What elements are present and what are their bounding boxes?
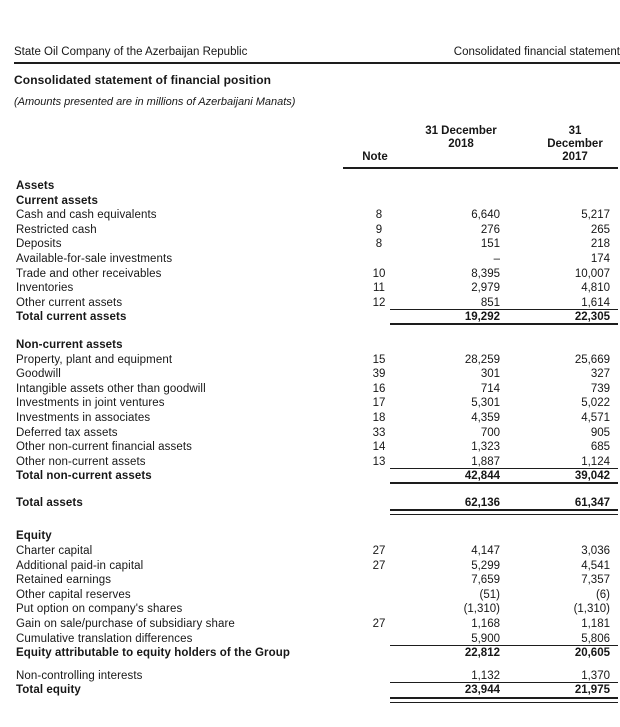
- row-label: Trade and other receivables: [16, 267, 162, 280]
- table-row: [0, 396, 610, 411]
- amounts-note: (Amounts presented are in millions of Azerbaijani Manats): [14, 96, 296, 108]
- row-value-2018: 62,136: [464, 496, 500, 509]
- row-value-2017: 21,975: [574, 684, 610, 697]
- table-row: [0, 382, 610, 397]
- row-label: Cumulative translation differences: [16, 632, 193, 645]
- row-note: 8: [375, 238, 383, 251]
- row-value-2017: [500, 338, 610, 353]
- row-label: Available-for-sale investments: [16, 252, 173, 265]
- row-value-2018: 5,299: [471, 559, 500, 572]
- table-row: [0, 310, 610, 325]
- row-value-2017: 39,042: [574, 470, 610, 483]
- row-value-2018: 151: [480, 238, 500, 251]
- row-label: Other current assets: [16, 296, 123, 309]
- row-label: Total non-current assets: [16, 470, 152, 483]
- row-note: 16: [372, 382, 386, 395]
- row-value-2018: [408, 529, 500, 544]
- row-value-2017: 1,614: [581, 296, 610, 309]
- row-value-2018: 1,323: [471, 441, 500, 454]
- row-value-2017: 685: [590, 441, 610, 454]
- row-label: Total assets: [16, 496, 83, 509]
- row-value-2017: 5,217: [581, 209, 610, 222]
- row-note: 9: [375, 223, 383, 236]
- row-note: [350, 646, 408, 661]
- column-header-2018-line2: 2018: [448, 138, 474, 150]
- row-value-2018: 276: [480, 223, 500, 236]
- row-value-2018: –: [493, 252, 500, 265]
- row-value-2018: 42,844: [464, 470, 500, 483]
- table-rule-double: [390, 697, 618, 703]
- row-label: Additional paid-in capital: [16, 559, 144, 572]
- row-label: Intangible assets other than goodwill: [16, 382, 206, 395]
- row-note: 14: [372, 441, 386, 454]
- table-row: [0, 426, 610, 441]
- row-value-2017: 5,806: [581, 632, 610, 645]
- row-value-2018: 4,359: [471, 411, 500, 424]
- row-value-2018: 1,887: [471, 455, 500, 468]
- row-value-2017: 10,007: [574, 267, 610, 280]
- row-value-2018: 7,659: [471, 574, 500, 587]
- row-value-2018: 6,640: [471, 209, 500, 222]
- row-value-2017: 20,605: [574, 647, 610, 660]
- row-note: 12: [372, 296, 386, 309]
- row-value-2017: (6): [595, 588, 610, 601]
- row-value-2018: 851: [480, 296, 500, 309]
- row-value-2017: 7,357: [581, 574, 610, 587]
- row-note: [350, 338, 408, 353]
- row-note: [350, 194, 408, 209]
- row-value-2018: 8,395: [471, 267, 500, 280]
- row-label: Equity attributable to equity holders of the Group: [16, 647, 290, 660]
- column-header-spacer: [16, 125, 350, 164]
- row-value-2018: 4,147: [471, 545, 500, 558]
- row-value-2018: 28,259: [464, 353, 500, 366]
- row-value-2017: 1,370: [581, 669, 610, 682]
- row-value-2018: 301: [480, 368, 500, 381]
- table-row: [0, 367, 610, 382]
- table-rule-double: [390, 509, 618, 515]
- row-value-2018: 1,168: [471, 618, 500, 631]
- row-value-2017: 25,669: [574, 353, 610, 366]
- row-label: Non-controlling interests: [16, 669, 143, 682]
- row-value-2017: 3,036: [581, 545, 610, 558]
- row-value-2018: 19,292: [464, 311, 500, 324]
- row-value-2017: 5,022: [581, 397, 610, 410]
- row-label: Deferred tax assets: [16, 426, 118, 439]
- row-value-2018: 1,132: [471, 669, 500, 682]
- row-note: [350, 573, 408, 588]
- table-row: [0, 411, 610, 426]
- table-row: [0, 338, 610, 353]
- row-label: Inventories: [16, 282, 74, 295]
- row-label: Deposits: [16, 238, 62, 251]
- table-rule-single: [390, 323, 618, 325]
- row-label: Non-current assets: [16, 338, 123, 351]
- table-row: [0, 455, 610, 470]
- row-value-2017: 61,347: [574, 496, 610, 509]
- row-note: [350, 683, 408, 698]
- row-label: Assets: [16, 180, 55, 192]
- row-value-2018: 700: [480, 426, 500, 439]
- column-header-2018-line1: 31 December: [425, 125, 497, 137]
- row-label: Investments in associates: [16, 411, 151, 424]
- document-type-label: Consolidated financial statement: [453, 46, 620, 58]
- row-value-2018: 23,944: [464, 684, 500, 697]
- table-header-rule: [343, 167, 618, 169]
- row-label: Total equity: [16, 684, 81, 697]
- row-label: Put option on company's shares: [16, 603, 183, 616]
- row-label: Retained earnings: [16, 574, 112, 587]
- table-row: [0, 632, 610, 647]
- row-value-2018: 5,900: [471, 632, 500, 645]
- row-value-2018: 714: [480, 382, 500, 395]
- table-row: [0, 267, 610, 282]
- table-row: [0, 646, 610, 661]
- column-header-2017-line1: 31 December: [547, 125, 603, 150]
- row-value-2018: 5,301: [471, 397, 500, 410]
- row-value-2018: (1,310): [463, 603, 500, 616]
- table-row: [0, 237, 610, 252]
- row-label: Other non-current assets: [16, 455, 146, 468]
- table-row: [0, 669, 610, 684]
- row-value-2017: (1,310): [573, 603, 610, 616]
- table-column-headers: [16, 125, 610, 164]
- column-header-note: Note: [362, 151, 388, 163]
- row-label: Total current assets: [16, 311, 127, 324]
- table-row: [0, 223, 610, 238]
- table-row: [0, 573, 610, 588]
- row-value-2018: [408, 179, 500, 194]
- row-note: 27: [372, 559, 386, 572]
- row-value-2018: (51): [479, 588, 500, 601]
- row-note: 18: [372, 411, 386, 424]
- table-rule-single: [390, 482, 618, 484]
- row-note: [350, 252, 408, 267]
- row-value-2018: [408, 338, 500, 353]
- row-note: [350, 602, 408, 617]
- row-value-2017: 1,181: [581, 618, 610, 631]
- table-row: [0, 469, 610, 484]
- row-value-2017: 1,124: [581, 455, 610, 468]
- row-label: Goodwill: [16, 368, 61, 381]
- row-label: Investments in joint ventures: [16, 397, 165, 410]
- table-row: [0, 544, 610, 559]
- row-value-2017: 905: [590, 426, 610, 439]
- row-label: Equity: [16, 530, 52, 543]
- table-row: [0, 252, 610, 267]
- table-row: [0, 683, 610, 698]
- row-value-2017: 174: [590, 252, 610, 265]
- row-note: 13: [372, 455, 386, 468]
- row-value-2018: 22,812: [464, 647, 500, 660]
- column-header-2018: [408, 125, 500, 164]
- row-label: Gain on sale/purchase of subsidiary share: [16, 618, 235, 631]
- row-note: 33: [372, 426, 386, 439]
- table-row: [0, 496, 610, 511]
- row-value-2017: 218: [590, 238, 610, 251]
- row-note: 27: [372, 618, 386, 631]
- table-row: [0, 440, 610, 455]
- row-value-2017: 4,810: [581, 282, 610, 295]
- row-note: 27: [372, 545, 386, 558]
- table-row: [0, 559, 610, 574]
- row-note: [350, 496, 408, 511]
- row-note: [350, 588, 408, 603]
- row-value-2017: 327: [590, 368, 610, 381]
- row-value-2017: 739: [590, 382, 610, 395]
- table-row: [0, 179, 610, 194]
- company-name: State Oil Company of the Azerbaijan Republic: [14, 46, 248, 58]
- table-row: [0, 529, 610, 544]
- row-note: 39: [372, 368, 386, 381]
- table-row: [0, 194, 610, 209]
- row-label: Other non-current financial assets: [16, 441, 192, 454]
- statement-rows: [0, 179, 620, 698]
- row-note: 15: [372, 353, 386, 366]
- row-label: Cash and cash equivalents: [16, 209, 157, 222]
- row-note: [350, 529, 408, 544]
- column-header-2017: [500, 125, 610, 164]
- table-row: [0, 617, 610, 632]
- row-label: Other capital reserves: [16, 588, 131, 601]
- page-title: Consolidated statement of financial position: [14, 73, 272, 87]
- column-header-2017-line2: 2017: [562, 151, 588, 163]
- row-value-2017: 265: [590, 223, 610, 236]
- row-label: Charter capital: [16, 545, 93, 558]
- row-label: Property, plant and equipment: [16, 353, 173, 366]
- document-header: [14, 46, 620, 64]
- table-row: [0, 588, 610, 603]
- row-note: 8: [375, 209, 383, 222]
- table-row: [0, 296, 610, 311]
- row-value-2018: 2,979: [471, 282, 500, 295]
- table-row: [0, 602, 610, 617]
- row-value-2017: 4,571: [581, 411, 610, 424]
- row-value-2017: [500, 529, 610, 544]
- row-label: Restricted cash: [16, 223, 97, 236]
- row-value-2017: 4,541: [581, 559, 610, 572]
- row-value-2018: [408, 194, 500, 209]
- row-label: Current assets: [16, 194, 98, 207]
- row-note: 10: [372, 267, 386, 280]
- row-value-2017: [500, 179, 610, 194]
- row-note: [350, 179, 408, 194]
- table-row: [0, 353, 610, 368]
- table-row: [0, 281, 610, 296]
- table-row: [0, 208, 610, 223]
- row-value-2017: 22,305: [574, 311, 610, 324]
- row-value-2017: [500, 194, 610, 209]
- row-note: 17: [372, 397, 386, 410]
- row-note: 11: [373, 282, 385, 295]
